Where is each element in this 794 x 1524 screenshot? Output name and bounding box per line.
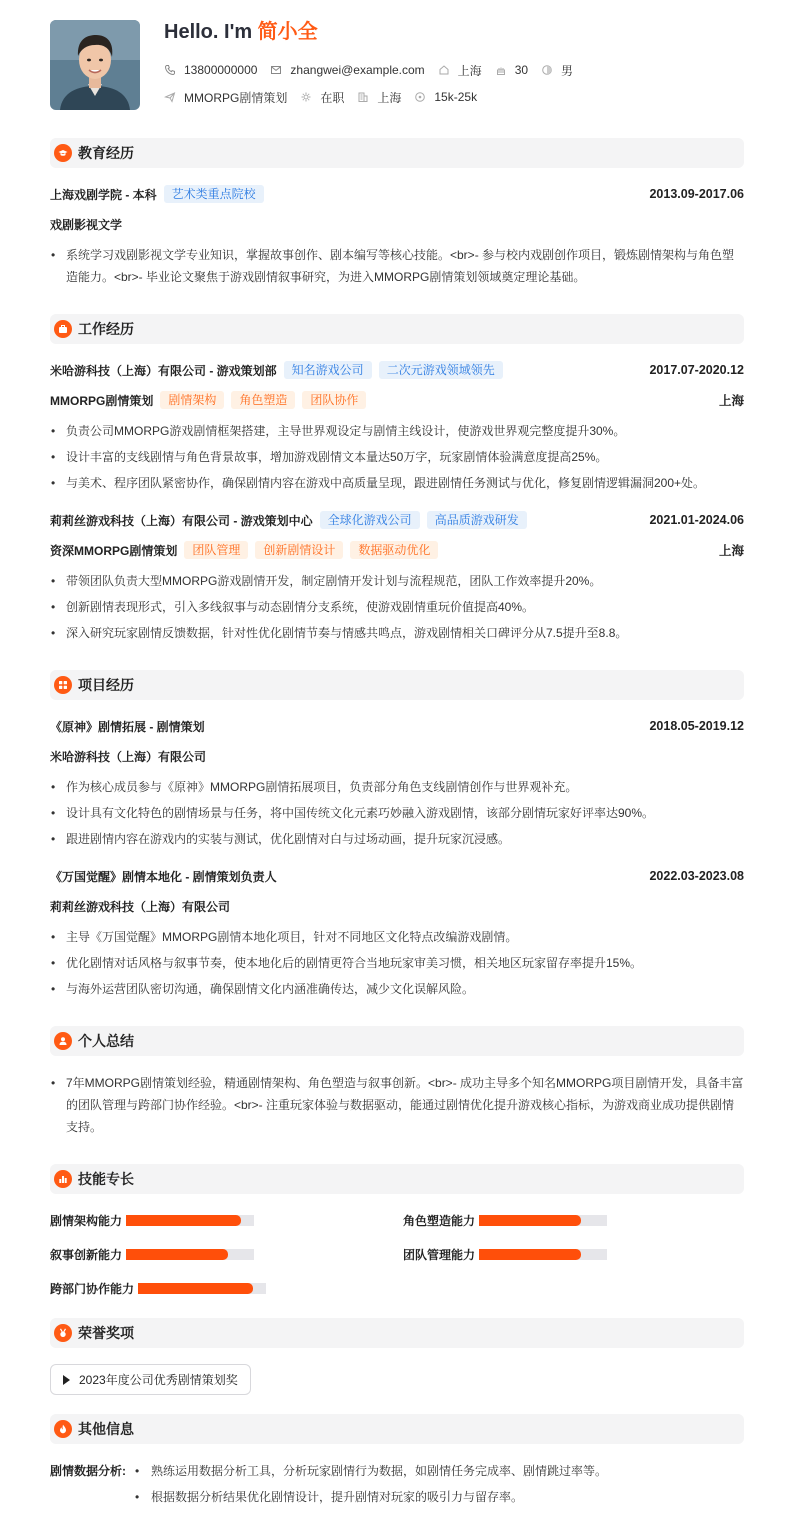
section-skills xyxy=(50,1164,744,1194)
avatar xyxy=(50,20,140,110)
section-summary xyxy=(50,1026,744,1056)
section-title: 荣誉奖项 xyxy=(78,1325,134,1341)
company-tag: 二次元游戏领域领先 xyxy=(379,361,503,379)
skill-name: 角色塑造能力 xyxy=(403,1213,476,1228)
work-city: 上海 xyxy=(718,544,744,558)
location-item xyxy=(438,62,482,79)
salary-item xyxy=(414,90,477,104)
company-name: 莉莉丝游戏科技（上海）有限公司 - 游戏策划中心 xyxy=(50,513,313,528)
position-item xyxy=(164,89,287,106)
project-bullet: • 主导《万国觉醒》MMORPG剧情本地化项目，针对不同地区文化特点改编游戏剧情。 xyxy=(50,926,744,948)
work-bullet: • 深入研究玩家剧情反馈数据，针对性优化剧情节奏与情感共鸣点，游戏剧情相关口碑评分从7.5提升至8.8。 xyxy=(50,622,744,644)
skill-item xyxy=(403,1210,607,1230)
position-text: MMORPG剧情策划 xyxy=(184,90,288,105)
section-other xyxy=(50,1414,744,1444)
project-entry-header xyxy=(50,716,744,736)
skill-level-bar xyxy=(479,1249,607,1260)
graduation-cap-icon xyxy=(54,144,72,162)
email-icon xyxy=(270,64,282,76)
flame-icon xyxy=(54,1420,72,1438)
skill-level-fill xyxy=(479,1215,581,1226)
gender-text: 男 xyxy=(561,63,574,78)
project-period: 2018.05-2019.12 xyxy=(649,719,744,733)
skill-tag: 团队协作 xyxy=(302,391,366,409)
section-title: 个人总结 xyxy=(78,1033,134,1049)
major-name: 戏剧影视文学 xyxy=(50,217,123,232)
phone-text: 13800000000 xyxy=(184,63,258,77)
skill-level-fill xyxy=(138,1283,253,1294)
school-tag: 艺术类重点院校 xyxy=(164,185,264,203)
skill-name: 跨部门协作能力 xyxy=(50,1281,135,1296)
skill-tag: 角色塑造 xyxy=(231,391,295,409)
salary-text: 15k-25k xyxy=(434,90,478,104)
status-text: 在职 xyxy=(320,90,345,105)
education-major-row xyxy=(50,214,744,234)
greeting-text: Hello. I'm xyxy=(164,21,258,43)
skill-name: 剧情架构能力 xyxy=(50,1213,123,1228)
other-label: 剧情数据分析: xyxy=(50,1464,126,1478)
section-title: 其他信息 xyxy=(78,1421,134,1437)
skill-level-fill xyxy=(126,1215,241,1226)
phone-item xyxy=(164,63,257,77)
award-item[interactable] xyxy=(50,1364,251,1395)
company-name: 米哈游科技（上海）有限公司 - 游戏策划部 xyxy=(50,363,277,378)
work-role-row xyxy=(50,540,744,560)
project-bullet: • 跟进剧情内容在游戏内的实装与测试，优化剧情对白与过场动画，提升玩家沉浸感。 xyxy=(50,828,744,850)
location-text: 上海 xyxy=(457,63,482,78)
project-title: 《原神》剧情拓展 - 剧情策划 xyxy=(50,719,205,734)
project-title: 《万国觉醒》剧情本地化 - 剧情策划负责人 xyxy=(50,869,277,884)
section-education xyxy=(50,138,744,168)
work-period: 2017.07-2020.12 xyxy=(649,363,744,377)
company-tag: 全球化游戏公司 xyxy=(320,511,420,529)
gender-icon xyxy=(541,64,553,76)
skill-name: 团队管理能力 xyxy=(403,1247,476,1262)
education-entry-header xyxy=(50,184,744,204)
section-work xyxy=(50,314,744,344)
skill-item xyxy=(403,1244,607,1264)
skill-level-bar xyxy=(126,1215,254,1226)
project-bullet: • 与海外运营团队密切沟通，确保剧情文化内涵准确传达，减少文化误解风险。 xyxy=(50,978,744,1000)
work-bullet: • 负责公司MMORPG游戏剧情框架搭建，主导世界观设定与剧情主线设计，使游戏世界观完整度提升30%。 xyxy=(50,420,744,442)
summary-text: • 7年MMORPG剧情策划经验，精通剧情架构、角色塑造与叙事创新。<br>- 成功主导多个知名MMORPG项目剧情开发，具备丰富的团队管理与跨部门协作经验。<br>- 注重玩家体验与数据驱动，能通过剧情优化提升游戏核心指标，为游戏商业成功提供剧情支持。 xyxy=(50,1072,744,1138)
role-name: MMORPG剧情策划 xyxy=(50,393,154,408)
skill-level-bar xyxy=(138,1283,266,1294)
skill-item xyxy=(50,1244,254,1264)
resume-header xyxy=(50,20,744,110)
section-title: 技能专长 xyxy=(78,1171,134,1187)
project-company-row xyxy=(50,896,744,916)
skill-item xyxy=(50,1210,254,1230)
building-icon xyxy=(357,91,369,103)
grid-icon xyxy=(54,676,72,694)
candidate-name: 简小全 xyxy=(257,21,318,43)
work-role-row xyxy=(50,390,744,410)
age-text: 30 xyxy=(514,63,529,77)
other-bullet: • 根据数据分析结果优化剧情设计，提升剧情对玩家的吸引力与留存率。 xyxy=(134,1486,523,1508)
section-projects xyxy=(50,670,744,700)
work-bullet: • 创新剧情表现形式，引入多线叙事与动态剧情分支系统，使游戏剧情重玩价值提高40%。 xyxy=(50,596,744,618)
other-bullet: • 熟练运用数据分析工具，分析玩家剧情行为数据，如剧情任务完成率、剧情跳过率等。 xyxy=(134,1460,607,1482)
project-entry-header xyxy=(50,866,744,886)
work-bullet: • 带领团队负责大型MMORPG游戏剧情开发，制定剧情开发计划与流程规范，团队工作效率提升20%。 xyxy=(50,570,744,592)
cake-icon xyxy=(495,64,507,76)
company-tag: 高品质游戏研发 xyxy=(427,511,527,529)
education-description: • 系统学习戏剧影视文学专业知识，掌握故事创作、剧本编写等核心技能。<br>- 参与校内戏剧创作项目，锻炼剧情架构与角色塑造能力。<br>- 毕业论文聚焦于游戏剧情叙事研究，为进入MMORPG剧情策划领域奠定理论基础。 xyxy=(50,244,744,288)
skill-level-bar xyxy=(126,1249,254,1260)
city-item xyxy=(357,89,401,106)
skill-tag: 团队管理 xyxy=(184,541,248,559)
project-bullet: • 设计具有文化特色的剧情场景与任务，将中国传统文化元素巧妙融入游戏剧情，该部分剧情玩家好评率达90%。 xyxy=(50,802,744,824)
coin-icon xyxy=(414,91,426,103)
section-awards xyxy=(50,1318,744,1348)
education-period: 2013.09-2017.06 xyxy=(649,187,744,201)
skill-tag: 数据驱动优化 xyxy=(350,541,438,559)
project-company: 莉莉丝游戏科技（上海）有限公司 xyxy=(50,899,231,914)
project-company: 米哈游科技（上海）有限公司 xyxy=(50,749,207,764)
project-company-row xyxy=(50,746,744,766)
work-bullet: • 与美术、程序团队紧密协作，确保剧情内容在游戏中高质量呈现，跟进剧情任务测试与优化，修复剧情逻辑漏洞200+处。 xyxy=(50,472,744,494)
work-bullet: • 设计丰富的支线剧情与角色背景故事，增加游戏剧情文本量达50万字，玩家剧情体验满意度提高25%。 xyxy=(50,446,744,468)
gear-icon xyxy=(300,91,312,103)
project-bullet: • 优化剧情对话风格与叙事节奏，使本地化后的剧情更符合当地玩家审美习惯，相关地区玩家留存率提升15%。 xyxy=(50,952,744,974)
expand-triangle-icon xyxy=(63,1375,70,1385)
work-entry-header xyxy=(50,510,744,530)
section-title: 教育经历 xyxy=(78,145,134,161)
greeting-heading xyxy=(164,20,318,44)
contact-row xyxy=(164,62,586,78)
role-name: 资深MMORPG剧情策划 xyxy=(50,543,178,558)
section-title: 工作经历 xyxy=(78,321,134,337)
email-item xyxy=(270,63,424,77)
home-icon xyxy=(438,64,450,76)
project-period: 2022.03-2023.08 xyxy=(649,869,744,883)
status-item xyxy=(300,89,344,106)
award-name: 2023年度公司优秀剧情策划奖 xyxy=(79,1373,238,1387)
bar-chart-icon xyxy=(54,1170,72,1188)
skill-level-fill xyxy=(479,1249,581,1260)
section-title: 项目经历 xyxy=(78,677,134,693)
send-icon xyxy=(164,91,176,103)
project-bullet: • 作为核心成员参与《原神》MMORPG剧情拓展项目，负责部分角色支线剧情创作与世界观补充。 xyxy=(50,776,744,798)
skill-name: 叙事创新能力 xyxy=(50,1247,123,1262)
work-period: 2021.01-2024.06 xyxy=(649,513,744,527)
skill-item xyxy=(50,1278,266,1298)
school-name: 上海戏剧学院 - 本科 xyxy=(50,187,157,202)
skill-level-bar xyxy=(479,1215,607,1226)
skill-tag: 创新剧情设计 xyxy=(255,541,343,559)
gender-item xyxy=(541,62,573,79)
skill-level-fill xyxy=(126,1249,228,1260)
age-item xyxy=(495,63,528,77)
work-entry-header xyxy=(50,360,744,380)
work-city: 上海 xyxy=(718,394,744,408)
job-intent-row xyxy=(164,89,490,105)
user-icon xyxy=(54,1032,72,1050)
company-tag: 知名游戏公司 xyxy=(284,361,372,379)
medal-icon xyxy=(54,1324,72,1342)
email-text: zhangwei@example.com xyxy=(290,63,425,77)
city-text: 上海 xyxy=(377,90,402,105)
phone-icon xyxy=(164,64,176,76)
briefcase-icon xyxy=(54,320,72,338)
skill-tag: 剧情架构 xyxy=(160,391,224,409)
